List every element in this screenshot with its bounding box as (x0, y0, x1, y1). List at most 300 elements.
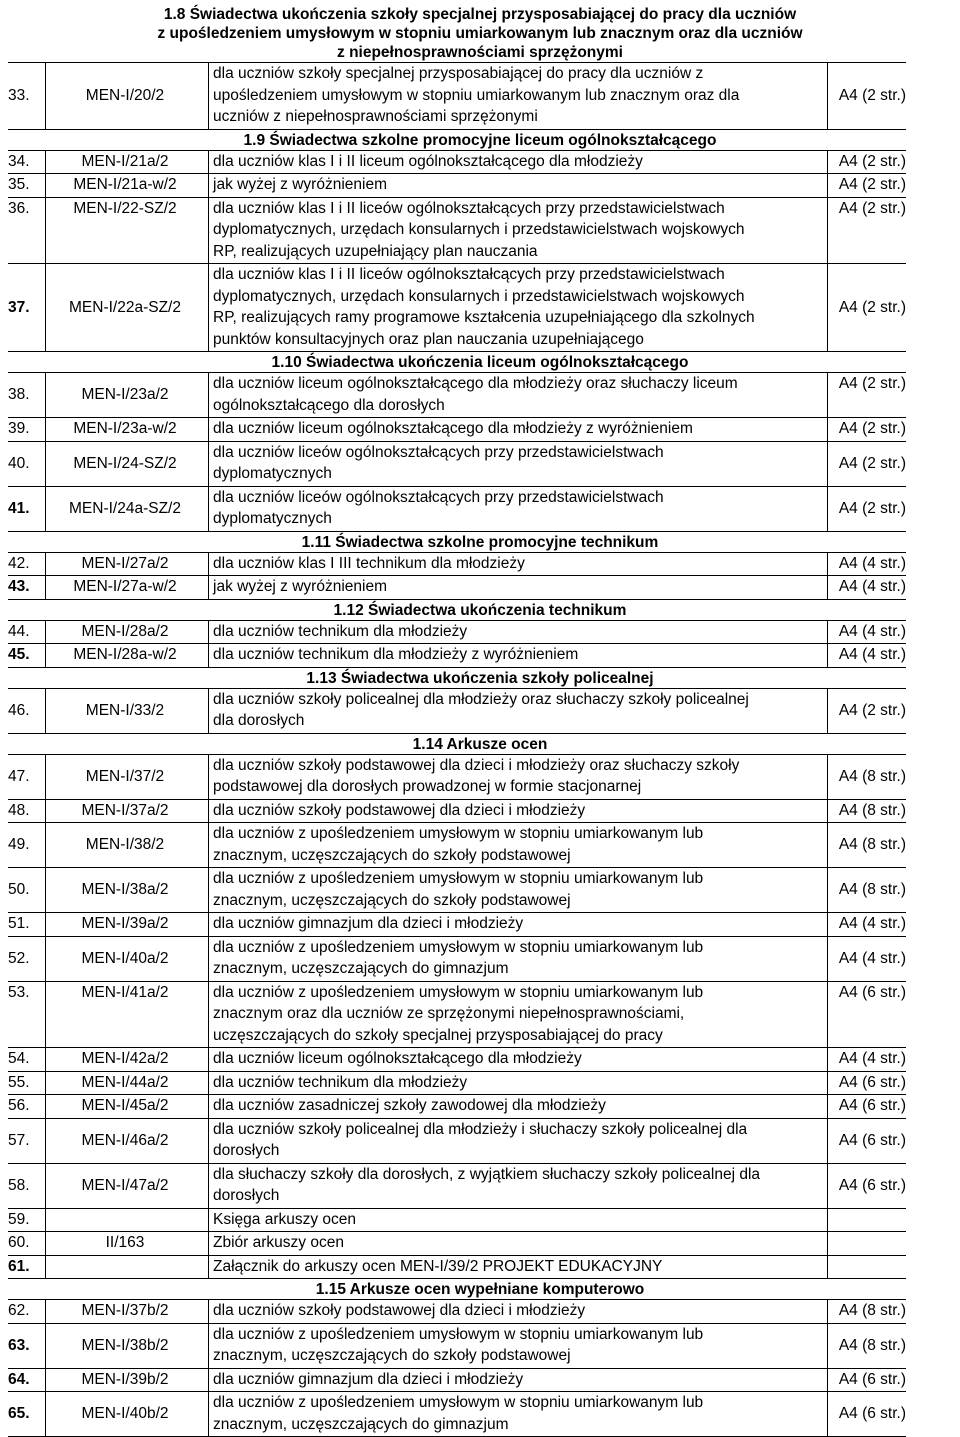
column-divider (208, 173, 209, 197)
format-size: A4 (6 str.) (838, 1405, 906, 1422)
row-divider (8, 981, 906, 982)
form-description (213, 1119, 747, 1162)
row-number: 62. (8, 1302, 30, 1320)
format-size: A4 (2 str.) (838, 375, 906, 392)
column-divider (208, 197, 209, 264)
column-divider (45, 263, 46, 351)
description-line: RP, realizujących ramy programowe kształcenia uzupełniającego dla szkolnych (213, 309, 755, 326)
table-row (0, 754, 960, 799)
description-line: dyplomatycznych, urzędach konsularnych i przedstawicielstwach wojskowych (213, 287, 745, 305)
row-number: 40. (8, 454, 30, 472)
form-description (213, 755, 739, 798)
row-number: 39. (8, 420, 30, 438)
row-divider (8, 599, 906, 600)
column-divider (827, 1255, 828, 1279)
column-divider (208, 981, 209, 1048)
description-line: znacznym, uczęszczających do szkoły podstawowej (213, 846, 571, 864)
column-divider (827, 372, 828, 417)
row-divider (8, 1208, 906, 1209)
row-number: 55. (8, 1073, 30, 1091)
table-row (0, 822, 960, 867)
format-size: A4 (6 str.) (838, 983, 906, 1001)
section-heading: 1.10 Świadectwa ukończenia liceum ogólnokształcącego (271, 354, 689, 371)
column-divider (45, 197, 46, 264)
row-divider (8, 173, 906, 174)
column-divider (45, 1071, 46, 1095)
row-divider (8, 575, 906, 576)
row-number: 43. (8, 578, 30, 596)
column-divider (45, 754, 46, 799)
row-number: 35. (8, 176, 30, 194)
row-number: 51. (8, 915, 30, 933)
column-divider (45, 822, 46, 867)
row-number: 50. (8, 881, 30, 898)
column-divider (208, 1255, 209, 1279)
description-line: jak wyżej z wyróżnieniem (213, 176, 387, 193)
column-divider (827, 417, 828, 441)
row-number: 36. (8, 199, 30, 217)
description-line: dla uczniów technikum dla młodzieży z wyróżnieniem (213, 646, 579, 663)
format-size: A4 (6 str.) (838, 1097, 906, 1115)
description-line: podstawowej dla dorosłych prowadzonej w formie stacjonarnej (213, 778, 642, 795)
row-divider (8, 486, 906, 487)
format-size: A4 (2 str.) (838, 86, 906, 104)
row-number: 53. (8, 983, 30, 1001)
column-divider (827, 173, 828, 197)
description-line: znacznym oraz dla uczniów ze sprzężonymi niepełnosprawnościami, (213, 1005, 685, 1022)
format-size: A4 (2 str.) (838, 298, 906, 316)
form-description (213, 174, 387, 196)
format-size: A4 (8 str.) (838, 1336, 906, 1354)
row-divider (8, 62, 906, 63)
form-description (213, 442, 664, 485)
table-row (0, 867, 960, 912)
column-divider (208, 867, 209, 912)
column-divider (45, 575, 46, 599)
format-size: A4 (2 str.) (838, 499, 906, 517)
description-line: dyplomatycznych (213, 510, 332, 527)
form-description (213, 1164, 760, 1207)
format-size: A4 (8 str.) (838, 836, 906, 853)
table-row (0, 417, 960, 441)
column-divider (827, 197, 828, 264)
format-size: A4 (4 str.) (838, 622, 906, 640)
row-number: 42. (8, 554, 30, 572)
form-code: MEN-I/33/2 (85, 701, 165, 719)
row-divider (8, 1391, 906, 1392)
form-code: MEN-I/23a-w/2 (73, 420, 177, 438)
format-size: A4 (8 str.) (838, 767, 906, 785)
form-code: MEN-I/24-SZ/2 (73, 454, 177, 472)
column-divider (208, 1231, 209, 1255)
form-description (213, 689, 749, 732)
description-line: dyplomatycznych (213, 465, 332, 482)
column-divider (827, 1118, 828, 1163)
column-divider (208, 912, 209, 936)
form-code: MEN-I/47a/2 (81, 1176, 169, 1194)
row-number: 34. (8, 152, 30, 170)
heading-line: 1.8 Świadectwa ukończenia szkoły specjalnej przysposabiającej do pracy dla uczniów (163, 6, 797, 23)
description-line: ogólnokształcącego dla dorosłych (213, 396, 445, 414)
format-size: A4 (2 str.) (838, 199, 906, 217)
form-code: MEN-I/44a/2 (81, 1073, 169, 1091)
description-line: dla uczniów klas I i II liceów ogólnokształcących przy przedstawicielstwach (213, 266, 725, 283)
format-size: A4 (2 str.) (838, 701, 906, 719)
row-number: 54. (8, 1050, 30, 1068)
description-line: dla uczniów szkoły policealnej dla młodzieży i słuchaczy szkoły policealnej dla (213, 1120, 748, 1138)
form-code: II/163 (105, 1234, 145, 1252)
form-code: MEN-I/27a-w/2 (73, 578, 177, 596)
row-divider (8, 1231, 906, 1232)
table-row (0, 150, 960, 174)
format-size: A4 (4 str.) (838, 1050, 906, 1068)
column-divider (827, 1391, 828, 1436)
description-line: dla dorosłych (213, 712, 305, 729)
row-divider (8, 552, 906, 553)
form-description (213, 982, 703, 1047)
description-line: dla uczniów liceów ogólnokształcących przy przedstawicielstwach (213, 443, 664, 461)
description-line: dla uczniów liceum ogólnokształcącego dla młodzieży (213, 1050, 582, 1067)
form-description (213, 913, 523, 935)
column-divider (45, 1368, 46, 1392)
section-heading-1-8 (60, 5, 900, 62)
row-divider (8, 620, 906, 621)
column-divider (45, 1047, 46, 1071)
section-heading: 1.11 Świadectwa szkolne promocyjne technikum (301, 533, 659, 551)
form-code: MEN-I/39a/2 (81, 915, 169, 933)
column-divider (45, 643, 46, 667)
form-description (213, 1095, 606, 1117)
table-row (0, 552, 960, 576)
description-line: dla uczniów szkoły podstawowej dla dzieci i młodzieży (213, 1302, 586, 1319)
form-description (213, 1300, 585, 1322)
description-line: dorosłych (213, 1187, 280, 1204)
table-row (0, 688, 960, 733)
section-heading: 1.13 Świadectwa ukończenia szkoły policealnej (306, 669, 654, 687)
description-line: dla uczniów z upośledzeniem umysłowym w stopniu umiarkowanym lub (213, 1325, 704, 1343)
row-number: 58. (8, 1176, 30, 1194)
row-number: 33. (8, 86, 30, 104)
form-description (213, 576, 387, 598)
form-code: MEN-I/38a/2 (81, 881, 169, 898)
column-divider (827, 754, 828, 799)
format-size: A4 (2 str.) (838, 454, 906, 472)
column-divider (208, 575, 209, 599)
description-line: dla uczniów zasadniczej szkoły zawodowej dla młodzieży (213, 1097, 606, 1114)
table-row (0, 1071, 960, 1095)
form-code: MEN-I/46a/2 (81, 1131, 169, 1149)
form-description (213, 1392, 703, 1435)
column-divider (827, 150, 828, 174)
format-size: A4 (4 str.) (838, 554, 906, 572)
format-size: A4 (8 str.) (838, 801, 906, 819)
table-row (0, 620, 960, 644)
format-size: A4 (6 str.) (838, 1370, 906, 1388)
row-number: 46. (8, 701, 30, 719)
description-line: dla uczniów szkoły podstawowej dla dzieci i młodzieży oraz słuchaczy szkoły (213, 756, 740, 774)
column-divider (208, 1071, 209, 1095)
row-divider (8, 754, 906, 755)
table-row (0, 1163, 960, 1208)
description-line: Księga arkuszy ocen (213, 1210, 357, 1228)
column-divider (45, 620, 46, 644)
column-divider (45, 936, 46, 981)
row-number: 47. (8, 767, 30, 785)
column-divider (208, 1094, 209, 1118)
column-divider (45, 173, 46, 197)
column-divider (827, 62, 828, 129)
column-divider (45, 867, 46, 912)
column-divider (208, 1047, 209, 1071)
form-code: MEN-I/40b/2 (81, 1405, 169, 1422)
column-divider (827, 1163, 828, 1208)
form-code: MEN-I/37a/2 (81, 801, 169, 819)
form-code: MEN-I/39b/2 (81, 1370, 169, 1388)
column-divider (827, 575, 828, 599)
column-divider (208, 620, 209, 644)
form-description (213, 621, 467, 643)
form-description (213, 264, 755, 350)
row-number: 52. (8, 949, 30, 967)
description-line: uczęszczających do szkoły specjalnej przysposabiającej do pracy (213, 1026, 663, 1044)
column-divider (827, 1047, 828, 1071)
column-divider (827, 688, 828, 733)
row-divider (8, 531, 906, 532)
row-divider (8, 936, 906, 937)
description-line: jak wyżej z wyróżnieniem (213, 578, 387, 595)
column-divider (827, 822, 828, 867)
row-divider (8, 150, 906, 151)
format-size: A4 (2 str.) (838, 152, 906, 170)
column-divider (45, 1163, 46, 1208)
row-divider (8, 441, 906, 442)
column-divider (208, 1163, 209, 1208)
description-line: dla uczniów szkoły podstawowej dla dzieci i młodzieży (213, 801, 586, 819)
table-row (0, 936, 960, 981)
row-number: 63. (8, 1336, 30, 1354)
table-row (0, 197, 960, 264)
form-code: MEN-I/22-SZ/2 (73, 199, 177, 217)
column-divider (45, 1391, 46, 1436)
form-description (213, 1072, 467, 1094)
row-divider (8, 1255, 906, 1256)
table-row (0, 1047, 960, 1071)
table-row (0, 486, 960, 531)
description-line: znacznym, uczęszczających do szkoły podstawowej (213, 1347, 571, 1364)
table-row (0, 263, 960, 351)
form-code: MEN-I/37/2 (85, 767, 165, 785)
row-divider (8, 822, 906, 823)
column-divider (45, 1094, 46, 1118)
row-divider (8, 1163, 906, 1164)
form-description (213, 198, 745, 263)
column-divider (827, 1368, 828, 1392)
column-divider (827, 263, 828, 351)
row-divider (8, 733, 906, 734)
column-divider (45, 441, 46, 486)
row-divider (8, 1299, 906, 1300)
column-divider (45, 1299, 46, 1323)
column-divider (45, 688, 46, 733)
row-number: 65. (8, 1405, 30, 1422)
column-divider (827, 643, 828, 667)
column-divider (827, 1323, 828, 1368)
column-divider (45, 1255, 46, 1279)
table-row (0, 1255, 960, 1279)
column-divider (208, 1323, 209, 1368)
heading-line: z upośledzeniem umysłowym w stopniu umiarkowanym lub znacznym oraz dla uczniów (157, 25, 803, 42)
form-code: MEN-I/22a-SZ/2 (69, 298, 181, 316)
form-code: MEN-I/24a-SZ/2 (69, 499, 181, 517)
row-divider (8, 1278, 906, 1279)
row-divider (8, 351, 906, 352)
form-code: MEN-I/38/2 (85, 836, 165, 853)
column-divider (45, 981, 46, 1048)
row-divider (8, 667, 906, 668)
format-size: A4 (8 str.) (838, 1302, 906, 1320)
table-row (0, 1118, 960, 1163)
form-code: MEN-I/37b/2 (81, 1302, 169, 1320)
description-line: dla uczniów z upośledzeniem umysłowym w stopniu umiarkowanym lub (213, 870, 704, 887)
table-row (0, 799, 960, 823)
column-divider (45, 912, 46, 936)
form-description (213, 1369, 523, 1391)
form-code: MEN-I/42a/2 (81, 1050, 169, 1068)
form-description (213, 63, 739, 128)
description-line: dla uczniów szkoły policealnej dla młodzieży oraz słuchaczy szkoły policealnej (213, 690, 749, 708)
form-code: MEN-I/27a/2 (81, 554, 169, 572)
description-line: uczniów z niepełnosprawnościami sprzężonymi (213, 108, 538, 125)
row-number: 64. (8, 1370, 30, 1388)
row-number: 38. (8, 386, 30, 403)
form-code: MEN-I/21a-w/2 (73, 176, 177, 194)
column-divider (208, 150, 209, 174)
column-divider (208, 799, 209, 823)
form-code: MEN-I/38b/2 (81, 1336, 169, 1354)
column-divider (208, 552, 209, 576)
column-divider (45, 486, 46, 531)
description-line: dla uczniów klas I i II liceum ogólnokształcącego dla młodzieży (213, 152, 643, 170)
table-row (0, 1391, 960, 1436)
description-line: znacznym, uczęszczających do gimnazjum (213, 960, 509, 977)
format-size: A4 (6 str.) (838, 1073, 906, 1091)
row-divider (8, 1118, 906, 1119)
form-code: MEN-I/21a/2 (81, 152, 169, 170)
row-number: 59. (8, 1210, 30, 1228)
table-row (0, 981, 960, 1048)
column-divider (827, 1231, 828, 1255)
form-description (213, 644, 578, 666)
row-divider (8, 197, 906, 198)
column-divider (208, 936, 209, 981)
row-number: 56. (8, 1097, 30, 1115)
heading-line: z niepełnosprawnościami sprzężonymi (337, 44, 623, 61)
form-code: MEN-I/45a/2 (81, 1097, 169, 1115)
description-line: znacznym, uczęszczających do gimnazjum (213, 1415, 509, 1433)
column-divider (827, 912, 828, 936)
format-size: A4 (4 str.) (838, 915, 906, 933)
column-divider (45, 552, 46, 576)
form-description (213, 1048, 582, 1070)
column-divider (827, 441, 828, 486)
description-line: dla uczniów szkoły specjalnej przysposabiającej do pracy dla uczniów z (213, 65, 704, 82)
column-divider (827, 981, 828, 1048)
column-divider (45, 1208, 46, 1232)
column-divider (208, 441, 209, 486)
format-size: A4 (4 str.) (838, 949, 906, 967)
format-size: A4 (8 str.) (838, 881, 906, 898)
column-divider (208, 1391, 209, 1436)
column-divider (208, 1118, 209, 1163)
section-heading: 1.15 Arkusze ocen wypełniane komputerowo (315, 1281, 645, 1298)
row-divider (8, 912, 906, 913)
description-line: dla słuchaczy szkoły dla dorosłych, z wyjątkiem słuchaczy szkoły policealnej dla (213, 1165, 761, 1183)
description-line: RP, realizujących uzupełniający plan nauczania (213, 242, 538, 260)
column-divider (45, 799, 46, 823)
description-line: dla uczniów z upośledzeniem umysłowym w stopniu umiarkowanym lub (213, 938, 704, 956)
column-divider (827, 1071, 828, 1095)
row-number: 49. (8, 836, 30, 853)
row-number: 48. (8, 801, 30, 819)
description-line: dla uczniów klas I i II liceów ogólnokształcących przy przedstawicielstwach (213, 199, 725, 217)
column-divider (208, 62, 209, 129)
description-line: Załącznik do arkuszy ocen MEN-I/39/2 PROJEKT EDUKACYJNY (213, 1257, 663, 1275)
column-divider (45, 1118, 46, 1163)
format-size: A4 (6 str.) (838, 1176, 906, 1194)
table-row (0, 912, 960, 936)
column-divider (208, 417, 209, 441)
row-number: 61. (8, 1257, 30, 1275)
description-line: dla uczniów liceum ogólnokształcącego dla młodzieży oraz słuchaczy liceum (213, 375, 738, 392)
column-divider (208, 372, 209, 417)
description-line: dla uczniów klas I III technikum dla młodzieży (213, 554, 525, 572)
table-row (0, 1208, 960, 1232)
description-line: dyplomatycznych, urzędach konsularnych i przedstawicielstwach wojskowych (213, 221, 745, 238)
description-line: upośledzeniem umysłowym w stopniu umiarkowanym lub znacznym oraz dla (213, 86, 740, 104)
form-description (213, 1256, 662, 1278)
form-description (213, 823, 703, 866)
format-size: A4 (4 str.) (838, 578, 906, 596)
row-divider (8, 1094, 906, 1095)
row-number: 45. (8, 646, 30, 664)
description-line: dla uczniów z upośledzeniem umysłowym w stopniu umiarkowanym lub (213, 1394, 704, 1411)
table-row (0, 1368, 960, 1392)
form-code: MEN-I/41a/2 (81, 983, 169, 1001)
row-number: 57. (8, 1131, 30, 1149)
column-divider (827, 799, 828, 823)
format-size: A4 (2 str.) (838, 176, 906, 194)
form-code: MEN-I/28a-w/2 (73, 646, 177, 664)
section-heading: 1.12 Świadectwa ukończenia technikum (333, 601, 627, 619)
description-line: dla uczniów liceów ogólnokształcących przy przedstawicielstwach (213, 488, 664, 506)
form-description (213, 937, 703, 980)
column-divider (827, 936, 828, 981)
form-description (213, 1209, 356, 1231)
column-divider (827, 486, 828, 531)
form-description (213, 1324, 703, 1367)
column-divider (208, 1368, 209, 1392)
column-divider (208, 263, 209, 351)
column-divider (827, 1208, 828, 1232)
description-line: dla uczniów liceum ogólnokształcącego dla młodzieży z wyróżnieniem (213, 420, 693, 437)
row-divider (8, 263, 906, 264)
column-divider (208, 754, 209, 799)
table-row (0, 1299, 960, 1323)
section-heading: 1.9 Świadectwa szkolne promocyjne liceum ogólnokształcącego (243, 131, 717, 149)
form-description (213, 1232, 344, 1254)
row-divider (8, 417, 906, 418)
row-divider (8, 372, 906, 373)
